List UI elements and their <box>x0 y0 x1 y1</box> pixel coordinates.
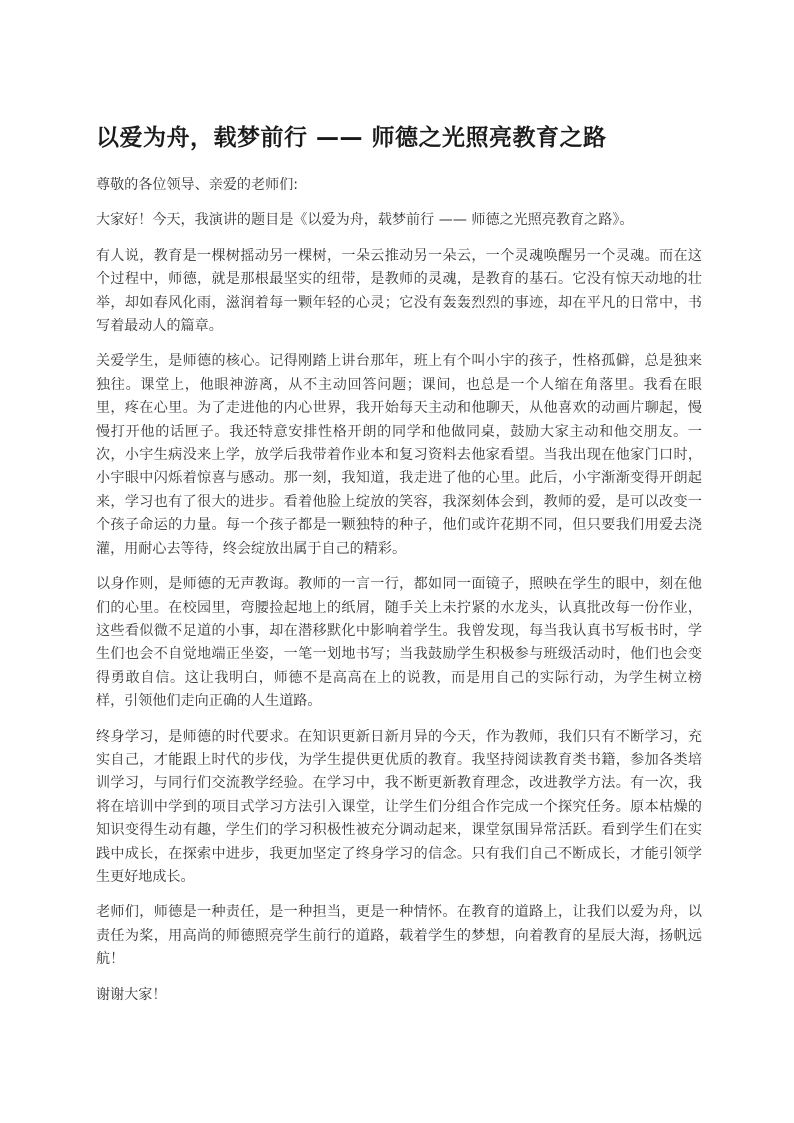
lifelong-learning-paragraph: 终身学习，是师德的时代要求。在知识更新日新月异的今天，作为教师，我们只有不断学习，充实自己，才能跟上时代的步伐，为学生提供更优质的教育。我坚持阅读教育类书籍，参加各类培训学习，与同行们交流教学经验。在学习中，我不断更新教育理念，改进教学方法。有一次，我将在培训中学到的项目式学习方法引入课堂，让学生们分组合作完成一个探究任务。原本枯燥的知识变得生动有趣，学生们的学习积极性被充分调动起来，课堂氛围异常活跃。看到学生们在实践中成长，在探索中进步，我更加坚定了终身学习的信念。只有我们自己不断成长，才能引领学生更好地成长。 <box>96 728 702 885</box>
opening-paragraph: 大家好！今天，我演讲的题目是《以爱为舟，载梦前行 —— 师德之光照亮教育之路》。 <box>96 212 634 229</box>
intro-paragraph: 有人说，教育是一棵树摇动另一棵树，一朵云推动另一朵云，一个灵魂唤醒另一个灵魂。而在这个过程中，师德，就是那根最坚实的纽带，是教师的灵魂，是教育的基石。它没有惊天动地的壮举，却如春风化雨，滋润着每一颗年轻的心灵；它没有轰轰烈烈的事迹，却在平凡的日常中，书写着最动人的篇章。 <box>96 247 702 335</box>
closing-thanks: 谢谢大家！ <box>96 986 167 1003</box>
conclusion-paragraph: 老师们，师德是一种责任，是一种担当，更是一种情怀。在教育的道路上，让我们以爱为舟，以责任为桨，用高尚的师德照亮学生前行的道路，载着学生的梦想，向着教育的星辰大海，扬帆远航！ <box>96 904 702 968</box>
caring-students-paragraph: 关爱学生，是师德的核心。记得刚踏上讲台那年，班上有个叫小宇的孩子，性格孤僻，总是独来独往。课堂上，他眼神游离，从不主动回答问题；课间，也总是一个人缩在角落里。我看在眼里，疼在心里。为了走进他的内心世界，我开始每天主动和他聊天，从他喜欢的动画片聊起，慢慢打开他的话匣子。我还特意安排性格开朗的同学和他做同桌，鼓励大家主动和他交朋友。一次，小宇生病没来上学，放学后我带着作业本和复习资料去他家看望。当我出现在他家门口时，小宇眼中闪烁着惊喜与感动。那一刻，我知道，我走进了他的心里。此后，小宇渐渐变得开朗起来，学习也有了很大的进步。看着他脸上绽放的笑容，我深刻体会到，教师的爱，是可以改变一个孩子命运的力量。每一个孩子都是一颗独特的种子，他们或许花期不同，但只要我们用爱去浇灌，用耐心去等待，终会绽放出属于自己的精彩。 <box>96 353 702 557</box>
salutation: 尊敬的各位领导、亲爱的老师们: <box>96 177 299 193</box>
page-title: 以爱为舟，载梦前行 —— 师德之光照亮教育之路 <box>96 125 607 151</box>
speech-document <box>96 118 702 1019</box>
lead-by-example-paragraph: 以身作则，是师德的无声教诲。教师的一言一行，都如同一面镜子，照映在学生的眼中，刻在他们的心里。在校园里，弯腰捡起地上的纸屑，随手关上未拧紧的水龙头，认真批改每一份作业，这些看似微不足道的小事，却在潜移默化中影响着学生。我曾发现，每当我认真书写板书时，学生们也会不自觉地端正坐姿，一笔一划地书写；当我鼓励学生积极参与班级活动时，他们也会变得勇敢自信。这让我明白，师德不是高高在上的说教，而是用自己的实际行动，为学生树立榜样，引领他们走向正确的人生道路。 <box>96 576 702 710</box>
